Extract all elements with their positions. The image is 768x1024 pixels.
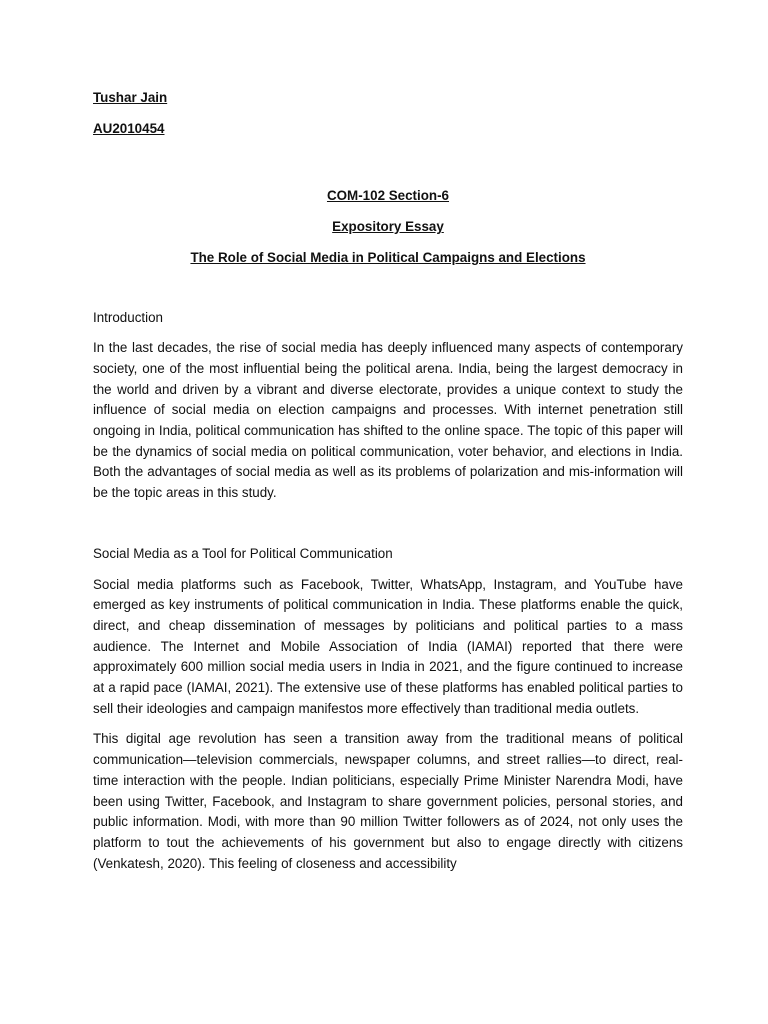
document-body	[93, 88, 683, 874]
section-heading-political-communication: Social Media as a Tool for Political Communication	[93, 545, 393, 561]
course-line: COM-102 Section-6	[326, 188, 450, 204]
paragraph-digital-revolution: This digital age revolution has seen a transition away from the traditional means of political communication—television commercials, newspaper columns, and street rallies—to direct, real-time interaction with the people. Indian politicians, especially Prime Minister Narendra Modi, have been using Twitter, Facebook, and Instagram to share government policies, personal stories, and public information. Modi, with more than 90 million Twitter followers as of 2024, not only uses the platform to tout the achievements of his government but also to engage directly with citizens (Venkatesh, 2020). This feeling of closeness and accessibility	[93, 731, 683, 871]
essay-title: The Role of Social Media in Political Campaigns and Elections	[190, 249, 586, 265]
author-name: Tushar Jain	[93, 90, 168, 105]
essay-type: Expository Essay	[332, 219, 444, 235]
paragraph-platforms: Social media platforms such as Facebook, Twitter, WhatsApp, Instagram, and YouTube have emerged as key instruments of political communication in India. These platforms enable the quick, direct, and cheap dissemination of messages by politicians and political parties to a mass audience. The Internet and Mobile Association of India (IAMAI) reported that there were approximately 600 million social media users in India in 2021, and the figure continued to increase at a rapid pace (IAMAI, 2021). The extensive use of these platforms has enabled political parties to sell their ideologies and campaign manifestos more effectively than traditional media outlets.	[93, 576, 683, 716]
section-heading-introduction: Introduction	[93, 309, 163, 325]
paragraph-introduction: In the last decades, the rise of social media has deeply influenced many aspects of contemporary society, one of the most influential being the political arena. India, being the largest democracy in the world and driven by a vibrant and diverse electorate, provides a unique context to study the influence of social media on election campaigns and processes. With internet penetration still ongoing in India, political communication has shifted to the online space. The topic of this paper will be the dynamics of social media on political communication, voter behavior, and elections in India. Both the advantages of social media as well as its problems of polarization and mis-information will be the topic areas in this study.	[93, 340, 683, 501]
student-id: AU2010454	[93, 120, 165, 136]
